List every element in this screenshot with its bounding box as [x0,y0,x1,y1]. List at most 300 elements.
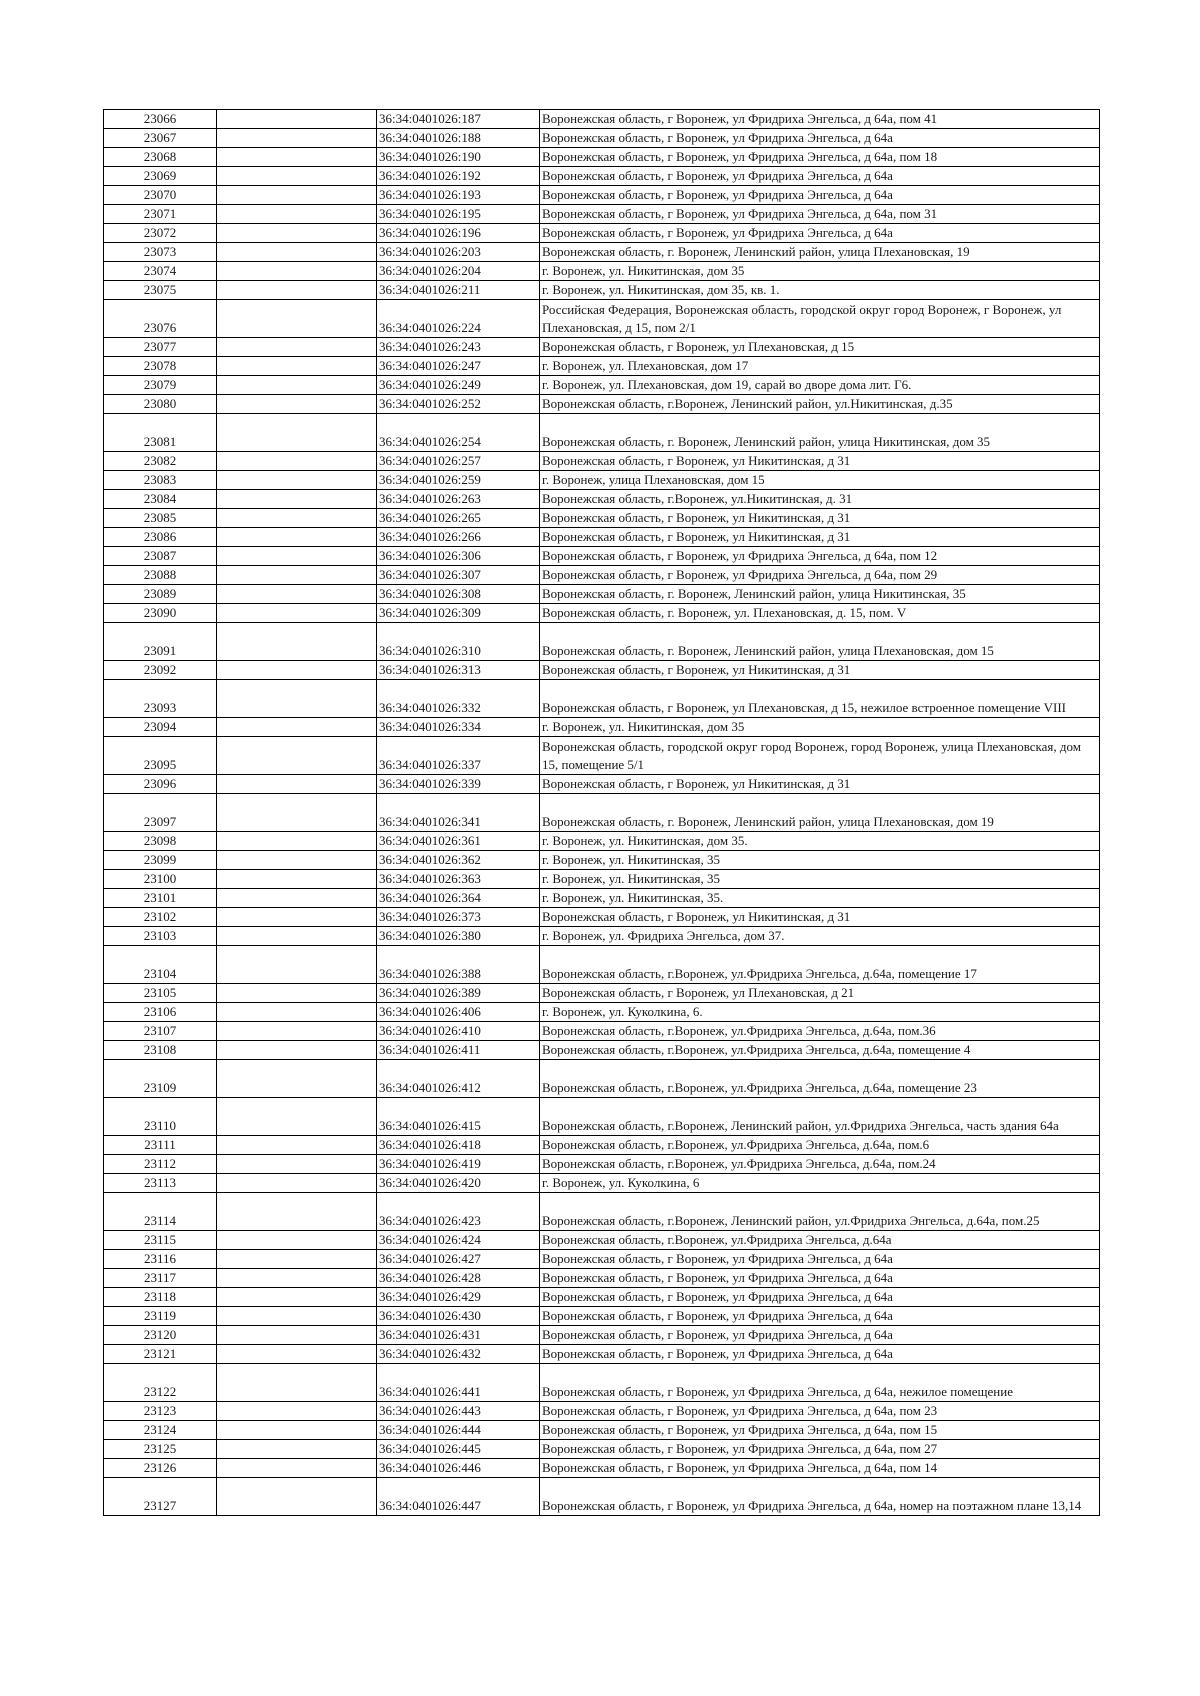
empty-cell [217,927,377,946]
empty-cell [217,281,377,300]
empty-cell [217,205,377,224]
table-row [104,1041,1100,1060]
table-row [104,1459,1100,1478]
address-cell: г. Воронеж, ул. Никитинская, 35. [540,889,1100,908]
cadastral-number-cell: 36:34:0401026:334 [377,718,540,737]
row-number-cell: 23070 [104,186,217,205]
row-number-cell: 23118 [104,1288,217,1307]
row-number-cell: 23078 [104,357,217,376]
cadastral-number-cell: 36:34:0401026:446 [377,1459,540,1478]
empty-cell [217,1041,377,1060]
row-number-cell: 23085 [104,509,217,528]
row-number-cell: 23084 [104,490,217,509]
address-cell: Воронежская область, г.Воронеж, Ленинский район, ул.Фридриха Энгельса, часть здания 64а [540,1098,1100,1136]
address-cell: г. Воронеж, ул. Никитинская, 35 [540,851,1100,870]
row-number-cell: 23075 [104,281,217,300]
empty-cell [217,224,377,243]
table-row [104,832,1100,851]
empty-cell [217,585,377,604]
table-row [104,205,1100,224]
row-number-cell: 23127 [104,1478,217,1516]
address-cell: г. Воронеж, ул. Куколкина, 6 [540,1174,1100,1193]
address-cell: Воронежская область, г Воронеж, ул Фридриха Энгельса, д 64а [540,167,1100,186]
row-number-cell: 23125 [104,1440,217,1459]
cadastral-number-cell: 36:34:0401026:441 [377,1364,540,1402]
empty-cell [217,1250,377,1269]
empty-cell [217,984,377,1003]
empty-cell [217,509,377,528]
empty-cell [217,1421,377,1440]
empty-cell [217,262,377,281]
row-number-cell: 23097 [104,794,217,832]
address-cell: Воронежская область, г Воронеж, ул Никитинская, д 31 [540,775,1100,794]
table-row [104,585,1100,604]
table-row [104,490,1100,509]
empty-cell [217,1060,377,1098]
address-cell: Воронежская область, г Воронеж, ул Фридриха Энгельса, д 64а, пом 23 [540,1402,1100,1421]
address-cell: г. Воронеж, ул. Никитинская, дом 35, кв. 1. [540,281,1100,300]
address-cell: Воронежская область, г.Воронеж, ул.Фридриха Энгельса, д.64а, пом.6 [540,1136,1100,1155]
address-cell: Воронежская область, городской округ город Воронеж, город Воронеж, улица Плехановская, дом 15, помещение 5/1 [540,737,1100,775]
table-row [104,243,1100,262]
cadastral-number-cell: 36:34:0401026:423 [377,1193,540,1231]
empty-cell [217,680,377,718]
row-number-cell: 23093 [104,680,217,718]
empty-cell [217,908,377,927]
address-cell: Воронежская область, г Воронеж, ул Никитинская, д 31 [540,452,1100,471]
row-number-cell: 23100 [104,870,217,889]
row-number-cell: 23126 [104,1459,217,1478]
address-cell: г. Воронеж, ул. Никитинская, дом 35 [540,718,1100,737]
empty-cell [217,794,377,832]
row-number-cell: 23092 [104,661,217,680]
row-number-cell: 23116 [104,1250,217,1269]
empty-cell [217,186,377,205]
row-number-cell: 23111 [104,1136,217,1155]
address-cell: Воронежская область, г Воронеж, ул Фридриха Энгельса, д 64а [540,1345,1100,1364]
cadastral-number-cell: 36:34:0401026:380 [377,927,540,946]
table-row [104,566,1100,585]
empty-cell [217,414,377,452]
table-row [104,984,1100,1003]
table-row [104,1307,1100,1326]
address-cell: Воронежская область, г. Воронеж, Ленинский район, улица Плехановская, дом 15 [540,623,1100,661]
table-row [104,338,1100,357]
row-number-cell: 23071 [104,205,217,224]
address-cell: Воронежская область, г Воронеж, ул Фридриха Энгельса, д 64а, нежилое помещение [540,1364,1100,1402]
cadastral-number-cell: 36:34:0401026:424 [377,1231,540,1250]
table-row [104,547,1100,566]
table-row [104,851,1100,870]
row-number-cell: 23114 [104,1193,217,1231]
address-cell: Воронежская область, г Воронеж, ул Фридриха Энгельса, д 64а [540,1250,1100,1269]
empty-cell [217,148,377,167]
empty-cell [217,547,377,566]
address-cell: г. Воронеж, ул. Никитинская, дом 35 [540,262,1100,281]
empty-cell [217,1478,377,1516]
table-row [104,1060,1100,1098]
empty-cell [217,832,377,851]
row-number-cell: 23106 [104,1003,217,1022]
address-cell: Воронежская область, г Воронеж, ул Фридриха Энгельса, д 64а, пом 27 [540,1440,1100,1459]
row-number-cell: 23091 [104,623,217,661]
address-cell: Воронежская область, г Воронеж, ул Фридриха Энгельса, д 64а [540,186,1100,205]
address-cell: Воронежская область, г.Воронеж, ул.Никитинская, д. 31 [540,490,1100,509]
address-cell: Воронежская область, г. Воронеж, Ленинский район, улица Плехановская, дом 19 [540,794,1100,832]
empty-cell [217,870,377,889]
cadastral-number-cell: 36:34:0401026:339 [377,775,540,794]
empty-cell [217,357,377,376]
row-number-cell: 23123 [104,1402,217,1421]
empty-cell [217,1098,377,1136]
row-number-cell: 23095 [104,737,217,775]
row-number-cell: 23121 [104,1345,217,1364]
row-number-cell: 23081 [104,414,217,452]
address-cell: Воронежская область, г Воронеж, ул Фридриха Энгельса, д 64а [540,1326,1100,1345]
cadastral-number-cell: 36:34:0401026:187 [377,110,540,129]
table-row [104,775,1100,794]
address-cell: Воронежская область, г Воронеж, ул Никитинская, д 31 [540,528,1100,547]
table-row [104,300,1100,338]
table-row [104,623,1100,661]
empty-cell [217,718,377,737]
cadastral-number-cell: 36:34:0401026:341 [377,794,540,832]
empty-cell [217,452,377,471]
empty-cell [217,661,377,680]
table-row [104,148,1100,167]
empty-cell [217,1364,377,1402]
table-row [104,528,1100,547]
cadastral-number-cell: 36:34:0401026:415 [377,1098,540,1136]
row-number-cell: 23080 [104,395,217,414]
empty-cell [217,471,377,490]
table-row [104,1440,1100,1459]
address-cell: Воронежская область, г.Воронеж, Ленинский район, ул.Фридриха Энгельса, д.64а, пом.25 [540,1193,1100,1231]
address-cell: Воронежская область, г. Воронеж, Ленинский район, улица Плехановская, 19 [540,243,1100,262]
address-cell: Воронежская область, г Воронеж, ул Фридриха Энгельса, д 64а [540,1269,1100,1288]
cadastral-number-cell: 36:34:0401026:313 [377,661,540,680]
cadastral-number-cell: 36:34:0401026:428 [377,1269,540,1288]
cadastral-number-cell: 36:34:0401026:337 [377,737,540,775]
table-row [104,1098,1100,1136]
cadastral-number-cell: 36:34:0401026:419 [377,1155,540,1174]
cadastral-register-table [103,109,1100,1516]
cadastral-number-cell: 36:34:0401026:192 [377,167,540,186]
cadastral-number-cell: 36:34:0401026:211 [377,281,540,300]
table-row [104,680,1100,718]
register-table-body [104,110,1100,1516]
cadastral-number-cell: 36:34:0401026:431 [377,1326,540,1345]
row-number-cell: 23113 [104,1174,217,1193]
cadastral-number-cell: 36:34:0401026:188 [377,129,540,148]
table-row [104,718,1100,737]
table-row [104,1421,1100,1440]
address-cell: г. Воронеж, ул. Никитинская, 35 [540,870,1100,889]
table-row [104,1155,1100,1174]
address-cell: Воронежская область, г.Воронеж, ул.Фридриха Энгельса, д.64а, помещение 17 [540,946,1100,984]
empty-cell [217,300,377,338]
table-row [104,471,1100,490]
table-row [104,167,1100,186]
empty-cell [217,1022,377,1041]
cadastral-number-cell: 36:34:0401026:193 [377,186,540,205]
address-cell: Воронежская область, г.Воронеж, ул.Фридриха Энгельса, д.64а, пом.24 [540,1155,1100,1174]
cadastral-number-cell: 36:34:0401026:430 [377,1307,540,1326]
row-number-cell: 23119 [104,1307,217,1326]
address-cell: Воронежская область, г Воронеж, ул Плехановская, д 15 [540,338,1100,357]
address-cell: Воронежская область, г Воронеж, ул Плехановская, д 15, нежилое встроенное помещение VIII [540,680,1100,718]
empty-cell [217,1193,377,1231]
row-number-cell: 23089 [104,585,217,604]
empty-cell [217,1231,377,1250]
table-row [104,794,1100,832]
empty-cell [217,1402,377,1421]
row-number-cell: 23083 [104,471,217,490]
row-number-cell: 23072 [104,224,217,243]
row-number-cell: 23069 [104,167,217,186]
address-cell: Воронежская область, г Воронеж, ул Фридриха Энгельса, д 64а [540,129,1100,148]
address-cell: Воронежская область, г Воронеж, ул Фридриха Энгельса, д 64а [540,224,1100,243]
table-row [104,1250,1100,1269]
cadastral-number-cell: 36:34:0401026:190 [377,148,540,167]
cadastral-number-cell: 36:34:0401026:420 [377,1174,540,1193]
table-row [104,262,1100,281]
table-row [104,1003,1100,1022]
row-number-cell: 23115 [104,1231,217,1250]
cadastral-number-cell: 36:34:0401026:429 [377,1288,540,1307]
cadastral-number-cell: 36:34:0401026:410 [377,1022,540,1041]
row-number-cell: 23068 [104,148,217,167]
table-row [104,1364,1100,1402]
row-number-cell: 23074 [104,262,217,281]
cadastral-number-cell: 36:34:0401026:306 [377,547,540,566]
row-number-cell: 23088 [104,566,217,585]
address-cell: Воронежская область, г. Воронеж, Ленинский район, улица Никитинская, 35 [540,585,1100,604]
empty-cell [217,1459,377,1478]
empty-cell [217,1174,377,1193]
table-row [104,452,1100,471]
address-cell: Воронежская область, г.Воронеж, ул.Фридриха Энгельса, д.64а, помещение 4 [540,1041,1100,1060]
row-number-cell: 23086 [104,528,217,547]
table-row [104,946,1100,984]
row-number-cell: 23073 [104,243,217,262]
address-cell: Воронежская область, г Воронеж, ул Фридриха Энгельса, д 64а, пом 31 [540,205,1100,224]
row-number-cell: 23117 [104,1269,217,1288]
empty-cell [217,338,377,357]
empty-cell [217,528,377,547]
cadastral-number-cell: 36:34:0401026:444 [377,1421,540,1440]
empty-cell [217,1345,377,1364]
empty-cell [217,490,377,509]
empty-cell [217,1288,377,1307]
cadastral-number-cell: 36:34:0401026:411 [377,1041,540,1060]
cadastral-number-cell: 36:34:0401026:257 [377,452,540,471]
empty-cell [217,623,377,661]
cadastral-number-cell: 36:34:0401026:389 [377,984,540,1003]
cadastral-number-cell: 36:34:0401026:363 [377,870,540,889]
table-row [104,1022,1100,1041]
address-cell: Воронежская область, г.Воронеж, ул.Фридриха Энгельса, д.64а, пом.36 [540,1022,1100,1041]
row-number-cell: 23107 [104,1022,217,1041]
row-number-cell: 23099 [104,851,217,870]
address-cell: Воронежская область, г Воронеж, ул Плехановская, д 21 [540,984,1100,1003]
address-cell: Воронежская область, г Воронеж, ул Фридриха Энгельса, д 64а, пом 15 [540,1421,1100,1440]
address-cell: Воронежская область, г.Воронеж, Ленинский район, ул.Никитинская, д.35 [540,395,1100,414]
row-number-cell: 23112 [104,1155,217,1174]
cadastral-number-cell: 36:34:0401026:309 [377,604,540,623]
cadastral-number-cell: 36:34:0401026:259 [377,471,540,490]
row-number-cell: 23076 [104,300,217,338]
address-cell: Воронежская область, г.Воронеж, ул.Фридриха Энгельса, д.64а [540,1231,1100,1250]
cadastral-number-cell: 36:34:0401026:308 [377,585,540,604]
cadastral-number-cell: 36:34:0401026:418 [377,1136,540,1155]
empty-cell [217,395,377,414]
empty-cell [217,1307,377,1326]
empty-cell [217,129,377,148]
cadastral-number-cell: 36:34:0401026:224 [377,300,540,338]
table-row [104,129,1100,148]
cadastral-number-cell: 36:34:0401026:427 [377,1250,540,1269]
address-cell: г. Воронеж, улица Плехановская, дом 15 [540,471,1100,490]
row-number-cell: 23124 [104,1421,217,1440]
cadastral-number-cell: 36:34:0401026:307 [377,566,540,585]
cadastral-number-cell: 36:34:0401026:310 [377,623,540,661]
empty-cell [217,737,377,775]
cadastral-number-cell: 36:34:0401026:373 [377,908,540,927]
table-row [104,661,1100,680]
table-row [104,110,1100,129]
empty-cell [217,376,377,395]
address-cell: Воронежская область, г Воронеж, ул Фридриха Энгельса, д 64а [540,1307,1100,1326]
row-number-cell: 23094 [104,718,217,737]
row-number-cell: 23079 [104,376,217,395]
table-row [104,1269,1100,1288]
empty-cell [217,1269,377,1288]
empty-cell [217,167,377,186]
table-row [104,1326,1100,1345]
cadastral-number-cell: 36:34:0401026:361 [377,832,540,851]
address-cell: Воронежская область, г Воронеж, ул Фридриха Энгельса, д 64а, пом 29 [540,566,1100,585]
address-cell: Воронежская область, г Воронеж, ул Никитинская, д 31 [540,908,1100,927]
cadastral-number-cell: 36:34:0401026:247 [377,357,540,376]
empty-cell [217,243,377,262]
address-cell: Воронежская область, г Воронеж, ул Фридриха Энгельса, д 64а, пом 12 [540,547,1100,566]
row-number-cell: 23066 [104,110,217,129]
table-row [104,889,1100,908]
cadastral-number-cell: 36:34:0401026:254 [377,414,540,452]
empty-cell [217,1155,377,1174]
address-cell: Воронежская область, г Воронеж, ул Фридриха Энгельса, д 64а [540,1288,1100,1307]
table-row [104,414,1100,452]
cadastral-number-cell: 36:34:0401026:203 [377,243,540,262]
table-row [104,224,1100,243]
cadastral-number-cell: 36:34:0401026:249 [377,376,540,395]
address-cell: Воронежская область, г. Воронеж, Ленинский район, улица Никитинская, дом 35 [540,414,1100,452]
empty-cell [217,1440,377,1459]
cadastral-number-cell: 36:34:0401026:412 [377,1060,540,1098]
row-number-cell: 23120 [104,1326,217,1345]
address-cell: г. Воронеж, ул. Куколкина, 6. [540,1003,1100,1022]
address-cell: Воронежская область, г Воронеж, ул Никитинская, д 31 [540,661,1100,680]
table-row [104,186,1100,205]
cadastral-number-cell: 36:34:0401026:332 [377,680,540,718]
empty-cell [217,1003,377,1022]
table-row [104,927,1100,946]
table-row [104,870,1100,889]
table-row [104,281,1100,300]
empty-cell [217,1326,377,1345]
table-row [104,1288,1100,1307]
row-number-cell: 23109 [104,1060,217,1098]
cadastral-number-cell: 36:34:0401026:243 [377,338,540,357]
table-row [104,1402,1100,1421]
table-row [104,1231,1100,1250]
address-cell: Воронежская область, г Воронеж, ул Фридриха Энгельса, д 64а, пом 18 [540,148,1100,167]
table-row [104,604,1100,623]
empty-cell [217,851,377,870]
cadastral-number-cell: 36:34:0401026:443 [377,1402,540,1421]
cadastral-number-cell: 36:34:0401026:195 [377,205,540,224]
table-row [104,908,1100,927]
table-row [104,1136,1100,1155]
row-number-cell: 23108 [104,1041,217,1060]
table-row [104,1193,1100,1231]
empty-cell [217,604,377,623]
cadastral-number-cell: 36:34:0401026:432 [377,1345,540,1364]
address-cell: Воронежская область, г.Воронеж, ул.Фридриха Энгельса, д.64а, помещение 23 [540,1060,1100,1098]
row-number-cell: 23104 [104,946,217,984]
empty-cell [217,1136,377,1155]
empty-cell [217,775,377,794]
address-cell: г. Воронеж, ул. Фридриха Энгельса, дом 37. [540,927,1100,946]
address-cell: Воронежская область, г Воронеж, ул Фридриха Энгельса, д 64а, пом 14 [540,1459,1100,1478]
cadastral-number-cell: 36:34:0401026:265 [377,509,540,528]
cadastral-number-cell: 36:34:0401026:364 [377,889,540,908]
row-number-cell: 23087 [104,547,217,566]
empty-cell [217,889,377,908]
address-cell: Воронежская область, г. Воронеж, ул. Плехановская, д. 15, пом. V [540,604,1100,623]
address-cell: Воронежская область, г Воронеж, ул Никитинская, д 31 [540,509,1100,528]
table-row [104,1174,1100,1193]
cadastral-number-cell: 36:34:0401026:263 [377,490,540,509]
row-number-cell: 23067 [104,129,217,148]
row-number-cell: 23082 [104,452,217,471]
row-number-cell: 23102 [104,908,217,927]
cadastral-number-cell: 36:34:0401026:406 [377,1003,540,1022]
address-cell: г. Воронеж, ул. Никитинская, дом 35. [540,832,1100,851]
table-row [104,509,1100,528]
cadastral-number-cell: 36:34:0401026:447 [377,1478,540,1516]
cadastral-number-cell: 36:34:0401026:252 [377,395,540,414]
row-number-cell: 23110 [104,1098,217,1136]
empty-cell [217,110,377,129]
empty-cell [217,566,377,585]
row-number-cell: 23090 [104,604,217,623]
table-row [104,376,1100,395]
cadastral-number-cell: 36:34:0401026:362 [377,851,540,870]
row-number-cell: 23098 [104,832,217,851]
row-number-cell: 23096 [104,775,217,794]
address-cell: Воронежская область, г Воронеж, ул Фридриха Энгельса, д 64а, пом 41 [540,110,1100,129]
table-row [104,737,1100,775]
cadastral-number-cell: 36:34:0401026:196 [377,224,540,243]
cadastral-number-cell: 36:34:0401026:204 [377,262,540,281]
row-number-cell: 23122 [104,1364,217,1402]
row-number-cell: 23077 [104,338,217,357]
cadastral-number-cell: 36:34:0401026:445 [377,1440,540,1459]
table-row [104,357,1100,376]
address-cell: Российская Федерация, Воронежская область, городской округ город Воронеж, г Воронеж, ул Плехановская, д 15, пом 2/1 [540,300,1100,338]
